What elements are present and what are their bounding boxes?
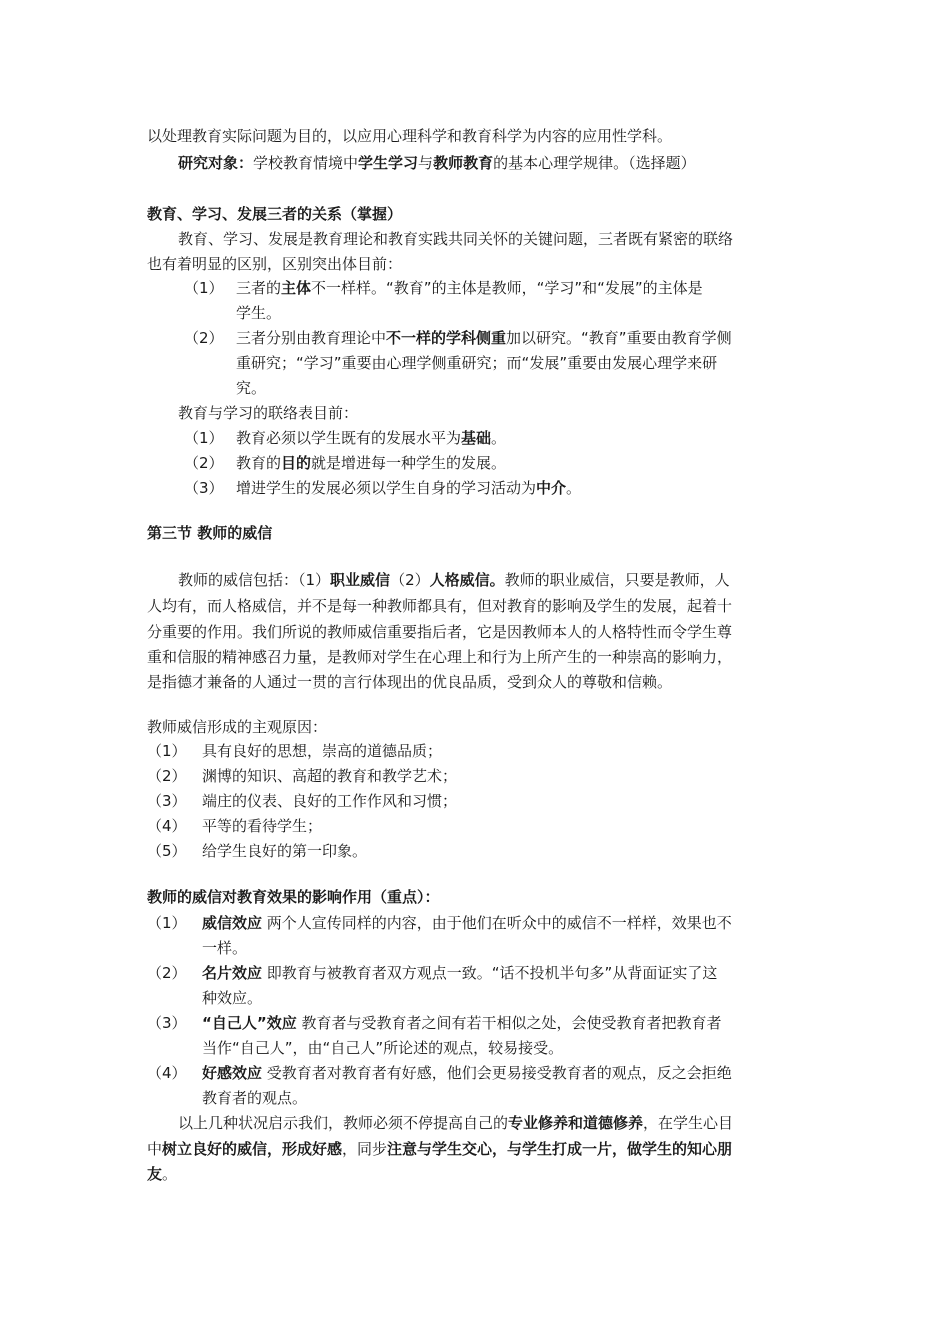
text: 三者分别由教育理论中 — [236, 329, 387, 347]
paragraph-line: 教育、学习、发展是教育理论和教育实践共同关怀的关键问题，三者既有紧密的联络 — [178, 230, 734, 248]
list-number: （2） — [184, 454, 224, 472]
bold-text: 目的 — [281, 454, 312, 472]
bold-text: 教师教育 — [433, 154, 494, 172]
section-heading: 教师的威信对教育效果的影响作用（重点）： — [147, 888, 440, 906]
text: 中 — [147, 1140, 163, 1158]
list-number: （4） — [147, 1064, 187, 1082]
sub-heading: 教育与学习的联络表目前： — [178, 404, 359, 422]
text: 教育必须以学生既有的发展水平为 — [236, 429, 462, 447]
list-number: （3） — [147, 792, 187, 810]
bold-text: 好感效应 — [202, 1064, 263, 1082]
list-item-text — [202, 1013, 722, 1033]
bold-text: 注意与学生交心，与学生打成一片，做学生的知心朋 — [387, 1140, 733, 1158]
bold-text: 人格威信。 — [429, 571, 505, 589]
text: 加以研究。“教育”重要由教育学侧 — [506, 329, 732, 347]
text: 。 — [162, 1165, 178, 1183]
bold-text: 威信效应 — [202, 914, 263, 932]
text: 教师的威信包括：（1） — [178, 571, 331, 589]
text: ，在学生心目 — [643, 1114, 734, 1132]
text: 教育者与受教育者之间有若干相似之处，会使受教育者把教育者 — [296, 1014, 722, 1032]
text: 以上几种状况启示我们，教师必须不停提高自己的 — [178, 1114, 509, 1132]
paragraph-line: 人均有，而人格威信，并不是每一种教师都具有，但对教育的影响及学生的发展，起着十 — [147, 597, 733, 615]
text: 学校教育情境中 — [253, 154, 359, 172]
paragraph-line: 也有着明显的区别，区别突出体目前： — [147, 255, 403, 273]
bold-text: 职业威信 — [330, 571, 391, 589]
list-number: （1） — [184, 429, 224, 447]
paragraph-line: 分重要的作用。我们所说的教师威信重要指后者，它是因教师本人的人格特性而令学生尊 — [147, 623, 733, 641]
text: 的基本心理学规律。（选择题） — [493, 154, 696, 172]
list-item-continuation: 重研究；“学习”重要由心理学侧重研究；而“发展”重要由发展心理学来研 — [236, 354, 718, 372]
text: 两个人宣传同样的内容，由于他们在听众中的威信不一样样，效果也不 — [262, 914, 732, 932]
bold-text: 主体 — [281, 279, 312, 297]
list-item-text: 平等的看待学生； — [202, 817, 323, 835]
list-item-text — [236, 478, 581, 498]
text: 三者的 — [236, 279, 282, 297]
text: 教师的职业威信，只要是教师，人 — [504, 571, 730, 589]
list-item-text — [236, 453, 506, 473]
list-number: （5） — [147, 842, 187, 860]
list-number: （2） — [184, 329, 224, 347]
list-number: （2） — [147, 964, 187, 982]
list-number: （4） — [147, 817, 187, 835]
list-item-text — [202, 913, 732, 933]
list-item-text — [236, 278, 703, 298]
text: ，同步 — [342, 1140, 388, 1158]
paragraph-line — [178, 570, 730, 590]
list-item-continuation: 一样。 — [202, 939, 248, 957]
text: 教育的 — [236, 454, 282, 472]
list-item-text: 端庄的仪表、良好的工作作风和习惯； — [202, 792, 458, 810]
list-item-text: 渊博的知识、高超的教育和教学艺术； — [202, 767, 458, 785]
text: （2） — [390, 571, 430, 589]
bold-text: 中介 — [536, 479, 567, 497]
list-item-text — [202, 963, 717, 983]
list-item-continuation: 教育者的观点。 — [202, 1089, 308, 1107]
conclusion-line — [147, 1164, 177, 1184]
text: 即教育与被教育者双方观点一致。“话不投机半句多”从背面证实了这 — [262, 964, 718, 982]
text: 不一样样。“教育”的主体是教师，“学习”和“发展”的主体是 — [311, 279, 703, 297]
list-item-text — [236, 428, 506, 448]
list-number: （2） — [147, 767, 187, 785]
list-number: （1） — [147, 742, 187, 760]
text: 与 — [418, 154, 434, 172]
list-number: （3） — [147, 1014, 187, 1032]
bold-text: 树立良好的威信，形成好感 — [162, 1140, 343, 1158]
research-object-label: 研究对象： — [178, 154, 254, 172]
bold-text: 名片效应 — [202, 964, 263, 982]
list-item-text — [236, 328, 732, 348]
bold-text: 友 — [147, 1165, 163, 1183]
intro-line: 以处理教育实际问题为目的，以应用心理科学和教育科学为内容的应用性学科。 — [147, 127, 673, 145]
text: 。 — [491, 429, 507, 447]
paragraph-line: 是指德才兼备的人通过一贯的言行体现出的优良品质，受到众人的尊敬和信赖。 — [147, 673, 673, 691]
list-item-text: 具有良好的思想，崇高的道德品质； — [202, 742, 443, 760]
text: 。 — [566, 479, 582, 497]
list-number: （1） — [147, 914, 187, 932]
list-item-text: 给学生良好的第一印象。 — [202, 842, 368, 860]
text: 受教育者对教育者有好感，他们会更易接受教育者的观点，反之会拒绝 — [262, 1064, 732, 1082]
list-number: （1） — [184, 279, 224, 297]
text: 增进学生的发展必须以学生自身的学习活动为 — [236, 479, 537, 497]
list-item-continuation: 学生。 — [236, 304, 282, 322]
bold-text: 专业修养和道德修养 — [508, 1114, 644, 1132]
paragraph-line: 重和信服的精神感召力量，是教师对学生在心理上和行为上所产生的一种崇高的影响力， — [147, 648, 733, 666]
sub-heading: 教师威信形成的主观原因： — [147, 718, 328, 736]
bold-text: 学生学习 — [358, 154, 419, 172]
text: 就是增进每一种学生的发展。 — [311, 454, 507, 472]
research-object-line — [178, 153, 696, 173]
section-title: 第三节 教师的威信 — [147, 524, 273, 542]
list-item-continuation: 究。 — [236, 379, 267, 397]
conclusion-line — [178, 1113, 733, 1133]
section-heading: 教育、学习、发展三者的关系（掌握） — [147, 205, 403, 223]
list-item-continuation: 当作“自己人”，由“自己人”所论述的观点，较易接受。 — [202, 1039, 564, 1057]
list-item-continuation: 种效应。 — [202, 989, 263, 1007]
bold-text: “自己人”效应 — [202, 1014, 297, 1032]
list-item-text — [202, 1063, 732, 1083]
bold-text: 基础 — [461, 429, 492, 447]
conclusion-line — [147, 1139, 732, 1159]
bold-text: 不一样的学科侧重 — [386, 329, 507, 347]
list-number: （3） — [184, 479, 224, 497]
